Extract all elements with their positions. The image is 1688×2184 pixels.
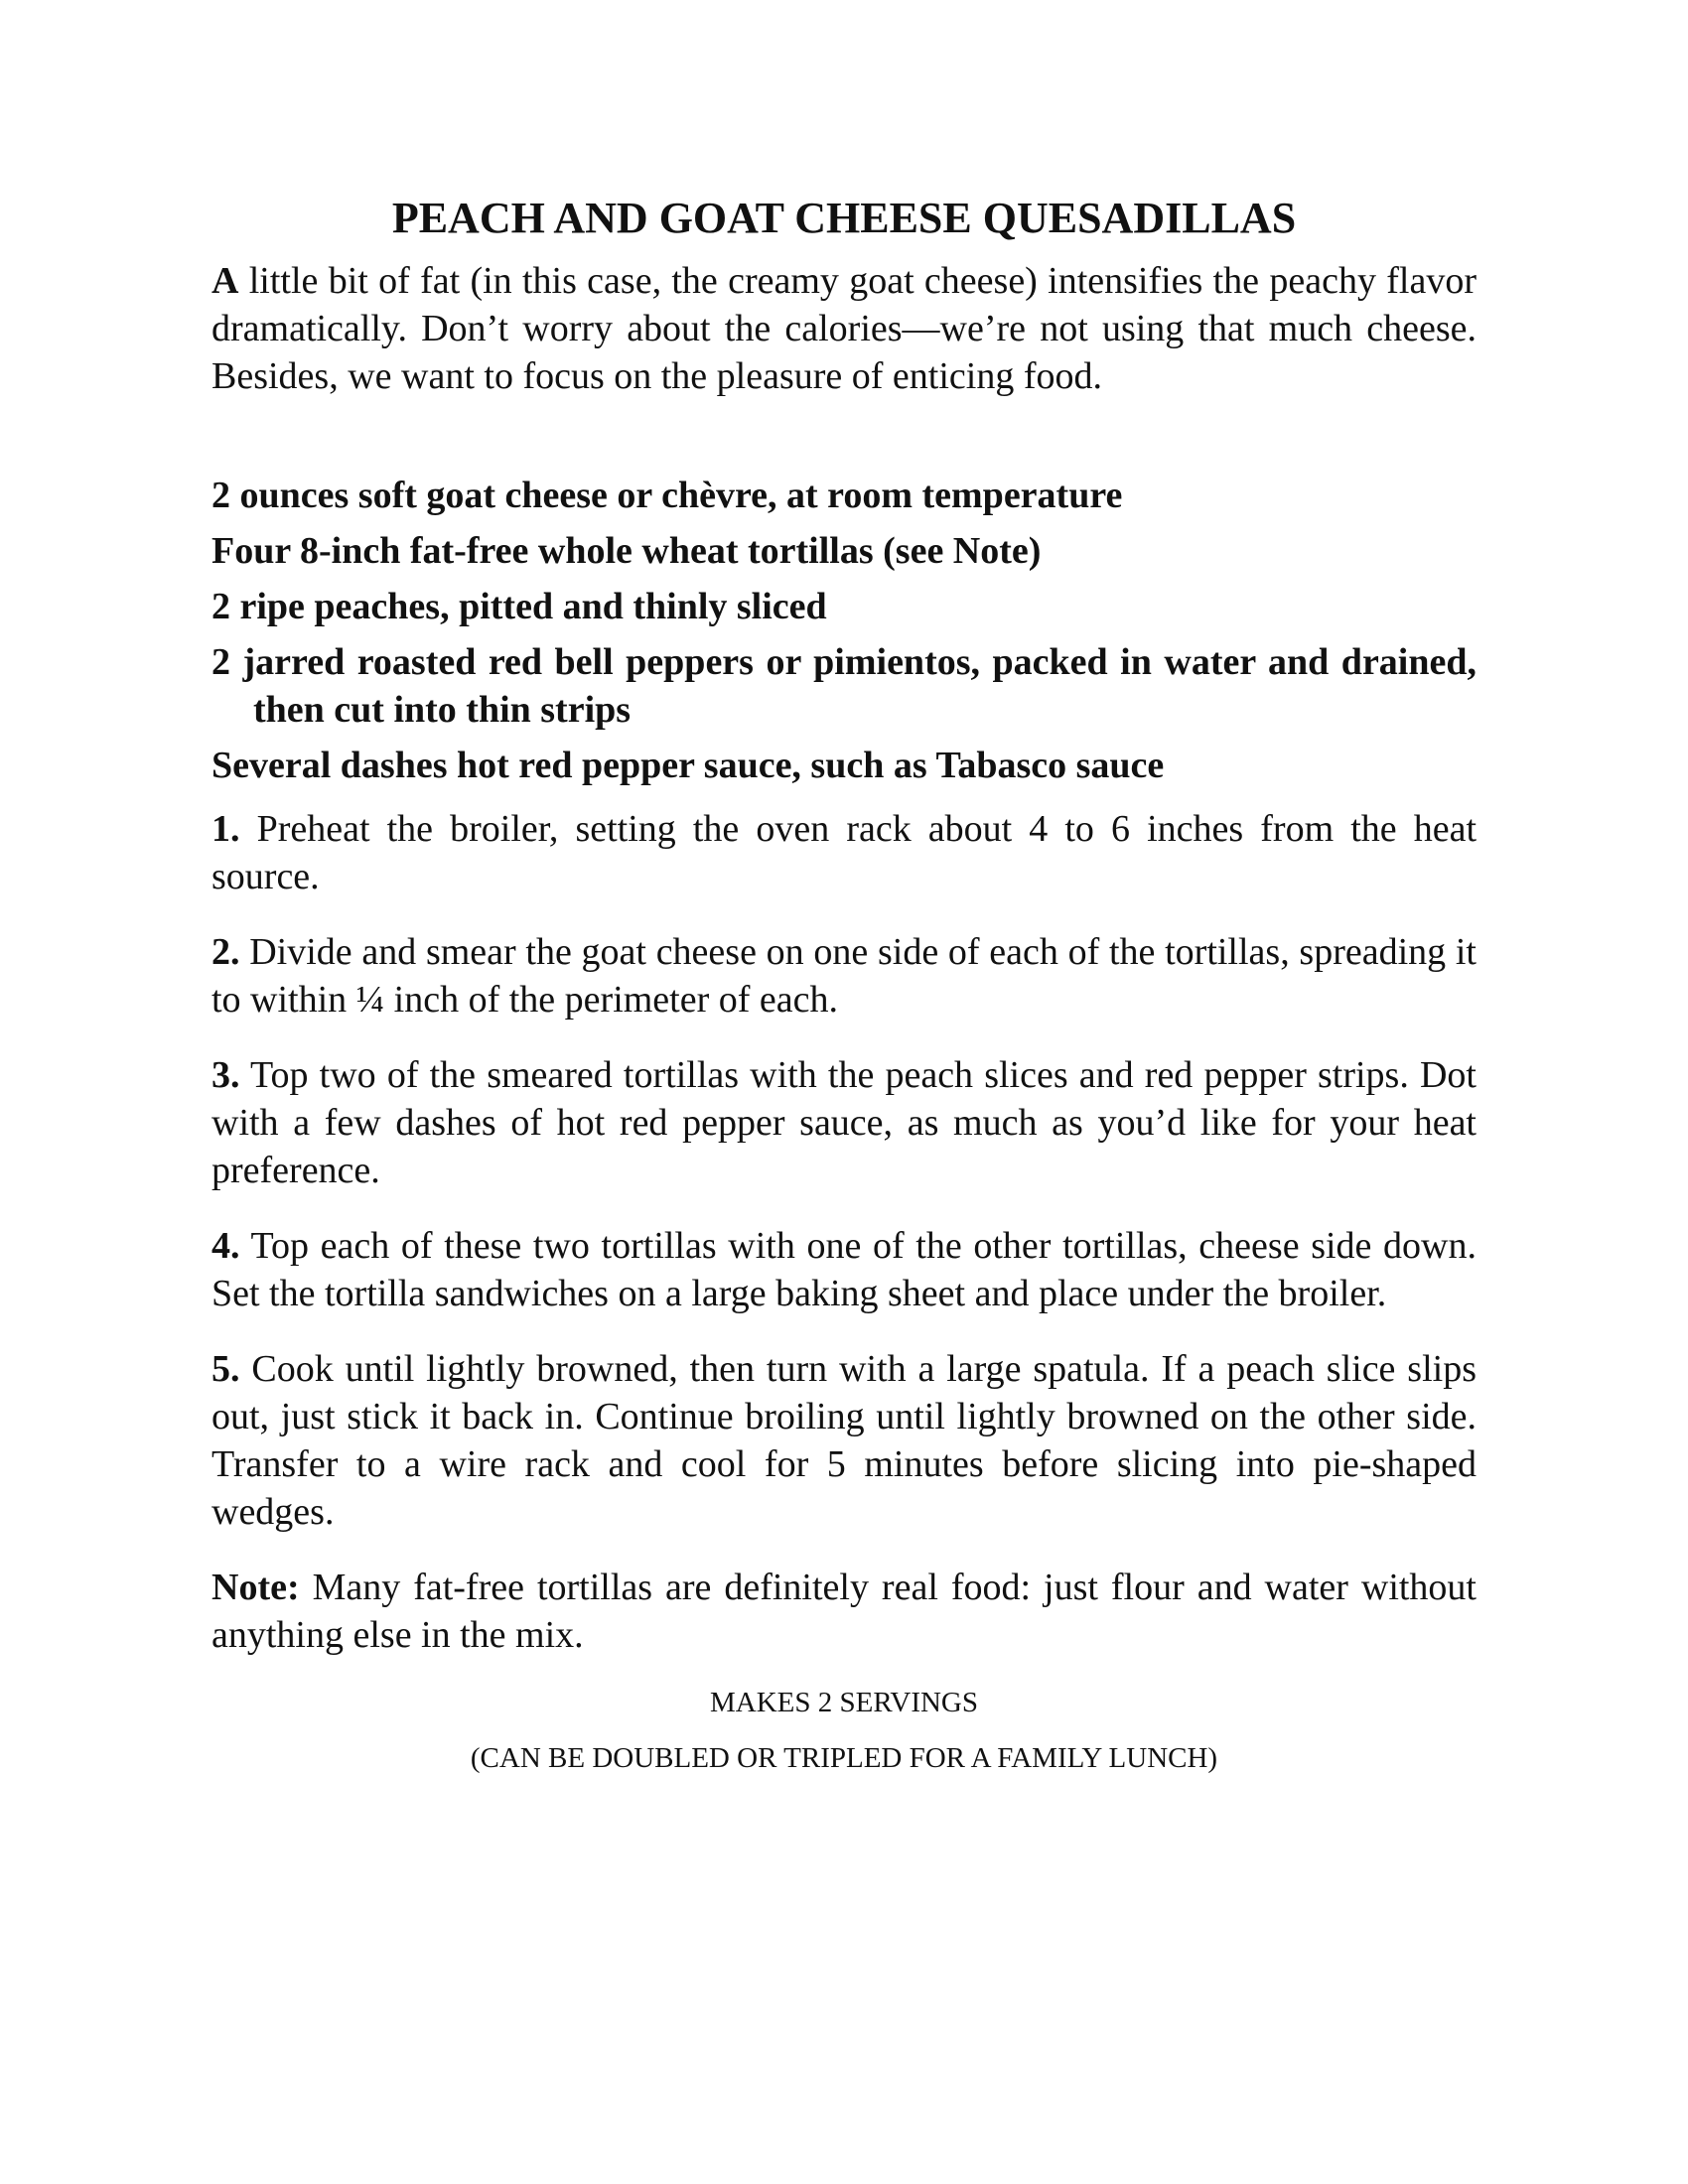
step-text: Top two of the smeared tortillas with the peach slices and red pepper strips. Dot with a few dashes of hot red pepper sauce, as much as you’d like for your heat preference. (211, 1054, 1477, 1191)
step-number: 3. (211, 1054, 240, 1096)
intro-text: little bit of fat (in this case, the creamy goat cheese) intensifies the peachy flavor dramatically. Don’t worry about the calories—we’re not using that much cheese. Besides, we want to focus on the pleasure of enticing food. (211, 260, 1477, 397)
step-3 (211, 1051, 1477, 1194)
step-text: Divide and smear the goat cheese on one side of each of the tortillas, spreading it to within ¼ inch of the perimeter of each. (211, 931, 1477, 1021)
recipe-page (211, 194, 1477, 1796)
note-text: Many fat-free tortillas are definitely real food: just flour and water without anything else in the mix. (211, 1567, 1477, 1656)
ingredient-item: Four 8-inch fat-free whole wheat tortillas (see Note) (211, 530, 1042, 572)
instruction-steps (211, 805, 1477, 1536)
step-text: Top each of these two tortillas with one of the other tortillas, cheese side down. Set the tortilla sandwiches on a large baking sheet and place under the broiler. (211, 1225, 1477, 1314)
step-number: 1. (211, 808, 240, 850)
recipe-title: PEACH AND GOAT CHEESE QUESADILLAS (391, 194, 1297, 242)
intro-lead-letter: A (211, 260, 239, 302)
step-4 (211, 1222, 1477, 1317)
step-text: Preheat the broiler, setting the oven rack about 4 to 6 inches from the heat source. (211, 808, 1477, 897)
step-number: 4. (211, 1225, 240, 1267)
servings-yield: MAKES 2 SERVINGS (710, 1687, 978, 1718)
step-text: Cook until lightly browned, then turn with a large spatula. If a peach slice slips out, just stick it back in. Continue broiling until lightly browned on the other side. Transfer to a wire rack and cool for 5 minutes before slicing into pie-shaped wedges. (211, 1348, 1477, 1533)
ingredient-item: 2 jarred roasted red bell peppers or pimientos, packed in water and drained, then cut into thin strips (211, 641, 1477, 731)
ingredient-list (211, 472, 1477, 789)
step-5 (211, 1345, 1477, 1536)
ingredient-item: 2 ripe peaches, pitted and thinly sliced (211, 586, 827, 627)
ingredient-item: Several dashes hot red pepper sauce, such as Tabasco sauce (211, 745, 1165, 786)
note-label: Note: (211, 1567, 300, 1608)
recipe-note (211, 1564, 1477, 1659)
servings-yield-note: (CAN BE DOUBLED OR TRIPLED FOR A FAMILY LUNCH) (470, 1742, 1218, 1774)
step-number: 2. (211, 931, 240, 973)
recipe-intro (211, 257, 1477, 400)
ingredient-item: 2 ounces soft goat cheese or chèvre, at room temperature (211, 475, 1123, 516)
step-2 (211, 928, 1477, 1024)
step-number: 5. (211, 1348, 240, 1390)
step-1 (211, 805, 1477, 900)
